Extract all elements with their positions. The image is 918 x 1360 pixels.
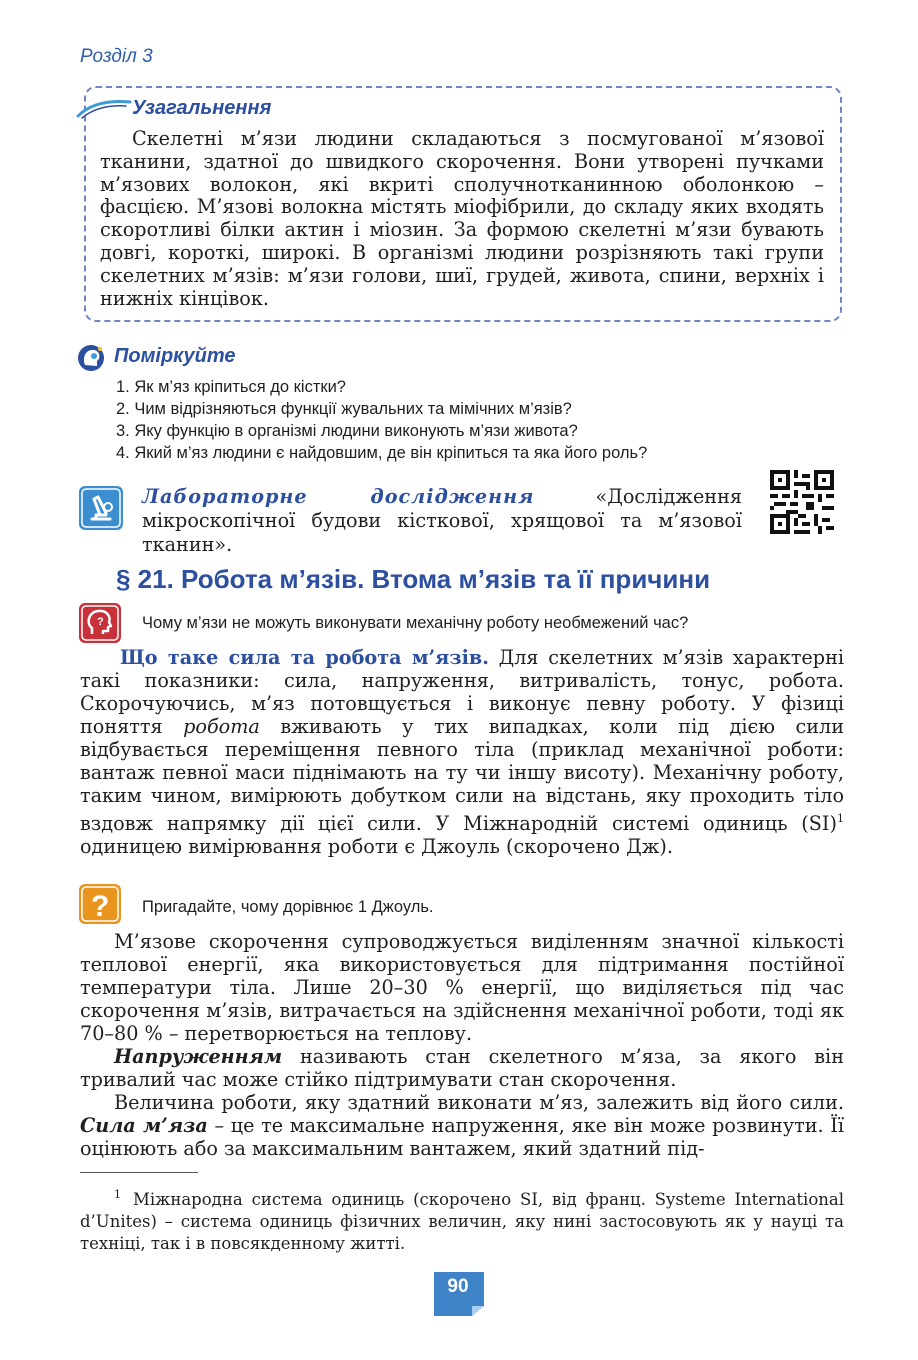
paragraph-text: Для скелетних м’язів характерні такі показники: сила, напруження, витривалість, тонус, робота. Скорочуючись, м’яз потовщується і виконує певну роботу. У фізиці поняття: [80, 646, 844, 738]
term: Напруженням: [114, 1045, 283, 1068]
summary-text: Скелетні м’язи людини складаються з посмугованої м’язової тканини, здатної до швидкого скорочення. Вони утворені пучками м’язових волокон, які вкриті сполучнотканинною оболонкою – фасцією. М’язові волокна містять міофібрили, до складу яких входять скоротливі білки актин і міозин. За формою скелетні м’язи бувають довгі, короткі, широкі. В організмі людини розрізняють такі групи скелетних м’язів: м’язи голови, шиї, грудей, живота, спини, верхніх і нижніх кінцівок.: [100, 127, 824, 310]
term: Сила м’яза: [80, 1114, 208, 1137]
footnote: [80, 1184, 844, 1255]
microscope-icon: [78, 485, 124, 531]
svg-text:?: ?: [97, 616, 104, 628]
list-item: 2. Чим відрізняються функції жувальних та мімічних м’язів?: [116, 400, 572, 418]
paragraph: [80, 1091, 844, 1160]
question-mark-icon: [78, 883, 122, 925]
footnote-text: Міжнародна система одиниць (скорочено SI, від франц. Systeme International d’Unites) – система одиниць фізичних величин, яку нині застосовують як у науці та техніці, так і в повсякденному житті.: [80, 1190, 844, 1253]
paragraph-text: вживають у тих випадках, коли під дією сили відбувається переміщення певного тіла (приклад механічної роботи: вантаж певної маси піднімають на ту чи іншу висоту). Механічну роботу, таким чином, вимірюють добутком сили на відстань, яку проходить тіло вздовж напрямку дії цієї сили. У Міжнародній системі одиниць (SI): [80, 715, 845, 835]
page-number: 90: [447, 1276, 469, 1297]
paragraph-text: одиницею вимірювання роботи є Джоуль (скорочено Дж).: [80, 835, 673, 858]
list-item: 4. Який м’яз людини є найдовшим, де він кріпиться та яка його роль?: [116, 444, 648, 462]
paragraph: [80, 646, 844, 858]
summary-title: Узагальнення: [132, 97, 272, 119]
qr-code-icon[interactable]: [770, 470, 834, 534]
list-item: 1. Як м’яз кріпиться до кістки?: [116, 378, 346, 396]
swoosh-icon: [76, 96, 132, 120]
section-label: Розділ 3: [80, 46, 153, 67]
list-item: 3. Яку функцію в організмі людини виконують м’язи живота?: [116, 422, 578, 440]
paragraph-text: – це те максимальне напруження, яке він може розвинути. Її оцінюють або за максимальним вантажем, який здатний під-: [80, 1114, 845, 1160]
research-question: Чому м’язи не можуть виконувати механічну роботу необмежений час?: [142, 614, 689, 632]
page-title: § 21. Робота м’язів. Втома м’язів та її причини: [116, 564, 711, 594]
head-question-icon: [78, 602, 122, 644]
lab-title: Лабораторне дослідження: [142, 485, 535, 508]
svg-text:?: ?: [91, 890, 110, 923]
term: робота: [183, 715, 260, 738]
think-list: [116, 376, 647, 464]
footnote-ref: 1: [837, 812, 844, 825]
thinking-head-icon: [76, 343, 106, 373]
body-text: [80, 930, 844, 1160]
paragraph: [80, 1045, 844, 1091]
paragraph: М’язове скорочення супроводжується виділенням значної кількості теплової енергії, яка використовується для підтримання постійної температури тіла. Лише 20–30 % енергії, що виділяється під час скорочення м’язів, витрачається на здійснення механічної роботи, тоді як 70–80 % – перетворюється на теплову.: [80, 930, 844, 1045]
paragraph-lead: Що таке сила та робота м’язів.: [120, 646, 489, 669]
paragraph-text: Величина роботи, яку здатний виконати м’яз, залежить від його сили.: [114, 1091, 844, 1114]
lab-description: «Дослідження мікроскопічної будови кісткової, хрящової та м’язової тканин».: [142, 485, 742, 556]
paragraph-text: називають стан скелетного м’яза, за якого він тривалий час може стійко підтримувати стан скорочення.: [80, 1045, 844, 1091]
think-title: Поміркуйте: [114, 345, 236, 367]
lab-text: [142, 485, 742, 557]
remember-prompt: Пригадайте, чому дорівнює 1 Джоуль.: [142, 898, 434, 916]
footnote-divider: [80, 1172, 198, 1173]
footnote-mark: 1: [114, 1188, 121, 1201]
